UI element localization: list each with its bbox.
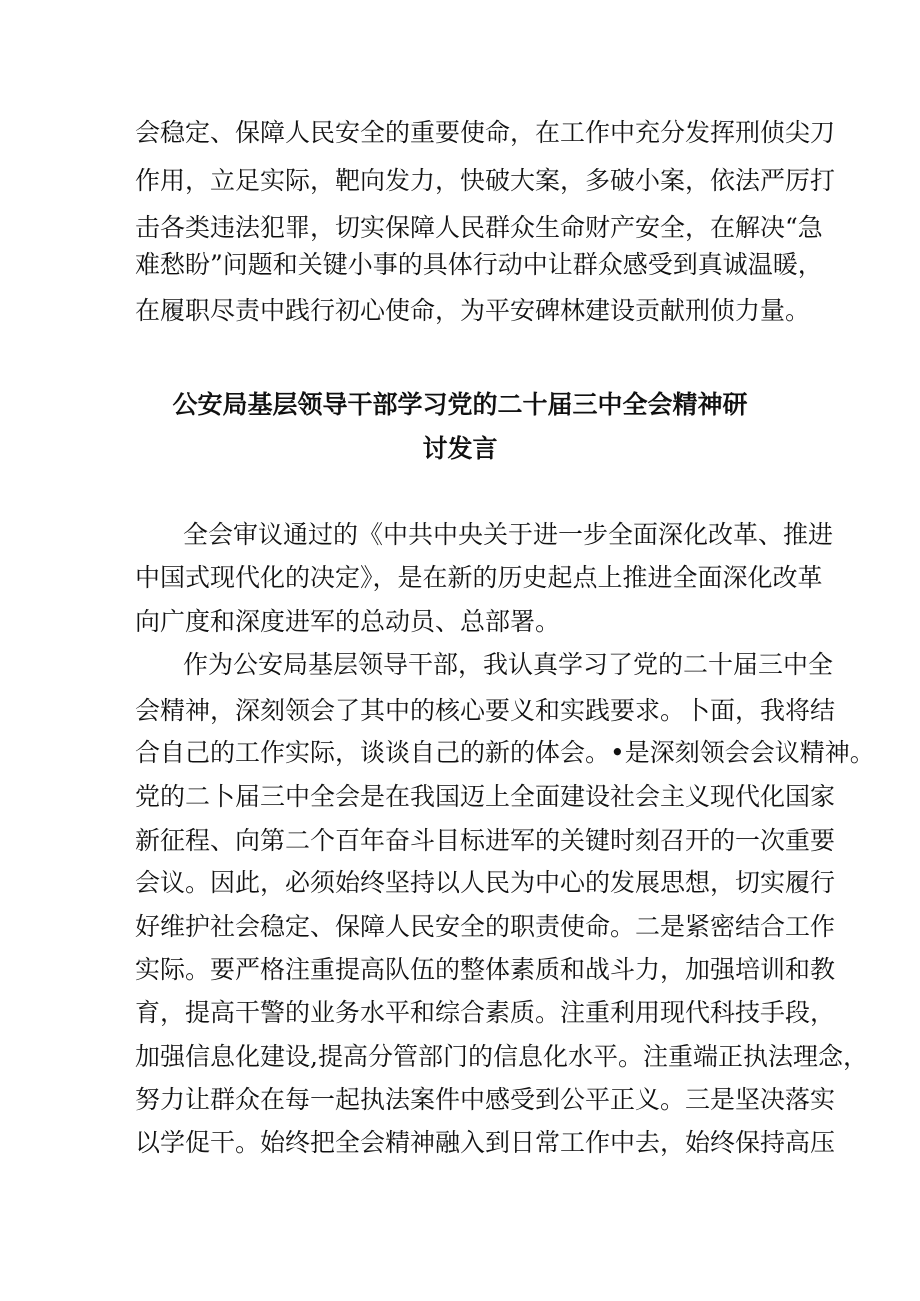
paragraph-2-line-5: 新征程、向第二个百年奋斗目标进军的关键时刻召开的一次重要 xyxy=(135,826,836,855)
paragraph-2-line-12: 以学促干。始终把全会精神融入到日常工作中去，始终保持高压 xyxy=(135,1128,836,1157)
paragraph-2-line-1: 作为公安局基层领导干部，我认真学习了党的二十届三中全 xyxy=(183,650,834,679)
paragraph-top-line-2: 作用，立足实际，靶向发力，快破大案，多破小案，依法严厉打 xyxy=(135,166,836,195)
paragraph-top-line-3: 击各类违法犯罪，切实保障人民群众生命财产安全，在解决“急 xyxy=(135,213,823,242)
paragraph-2-line-3: 合自己的工作实际，谈谈自己的新的体会。•是深刻领会会议精神。 xyxy=(135,738,875,767)
paragraph-top-line-1: 会稳定、保障人民安全的重要使命，在工作中充分发挥刑侦尖刀 xyxy=(135,118,836,147)
paragraph-2-line-2: 会精神，深刻领会了其中的核心要义和实践要求。卜面，我将结 xyxy=(135,696,836,725)
paragraph-1-line-2: 中国式现代化的决定》，是在新的历史起点上推进全面深化改革 xyxy=(135,563,823,592)
paragraph-2-line-10: 加强信息化建设,提高分管部门的信息化水平。注重端正执法理念， xyxy=(135,1042,868,1071)
document-title-line-2: 讨发言 xyxy=(422,434,498,463)
paragraph-2-line-4: 党的二卜届三中全会是在我国迈上全面建设社会主义现代化国家 xyxy=(135,782,836,811)
paragraph-2-line-9: 育，提高干警的业务水平和综合素质。注重利用现代科技手段， xyxy=(135,998,836,1027)
paragraph-2-line-11: 努力让群众在每一起执法案件中感受到公平正义。三是坚决落实 xyxy=(135,1085,836,1114)
paragraph-2-line-7: 好维护社会稳定、保障人民安全的职责使命。二是紧密结合工作 xyxy=(135,912,836,941)
paragraph-top-line-5: 在履职尽责中践行初心使命，为平安碑林建设贡献刑侦力量。 xyxy=(135,296,811,325)
paragraph-2-line-8: 实际。要严格注重提高队伍的整体素质和战斗力，加强培训和教 xyxy=(135,955,836,984)
paragraph-1-line-3: 向广度和深度进军的总动员、总部署。 xyxy=(135,607,561,636)
paragraph-1-line-1: 全会审议通过的《中共中央关于进一步全面深化改革、推进 xyxy=(183,520,834,549)
paragraph-2-line-6: 会议。因此，必须始终坚持以人民为中心的发展思想，切实履行 xyxy=(135,868,836,897)
document-title-line-1: 公安局基层领导干部学习党的二十届三中全会精神研 xyxy=(172,390,748,419)
paragraph-top-line-4: 难愁盼”问题和关键小事的具体行动中让群众感受到真诚温暖， xyxy=(135,250,823,279)
